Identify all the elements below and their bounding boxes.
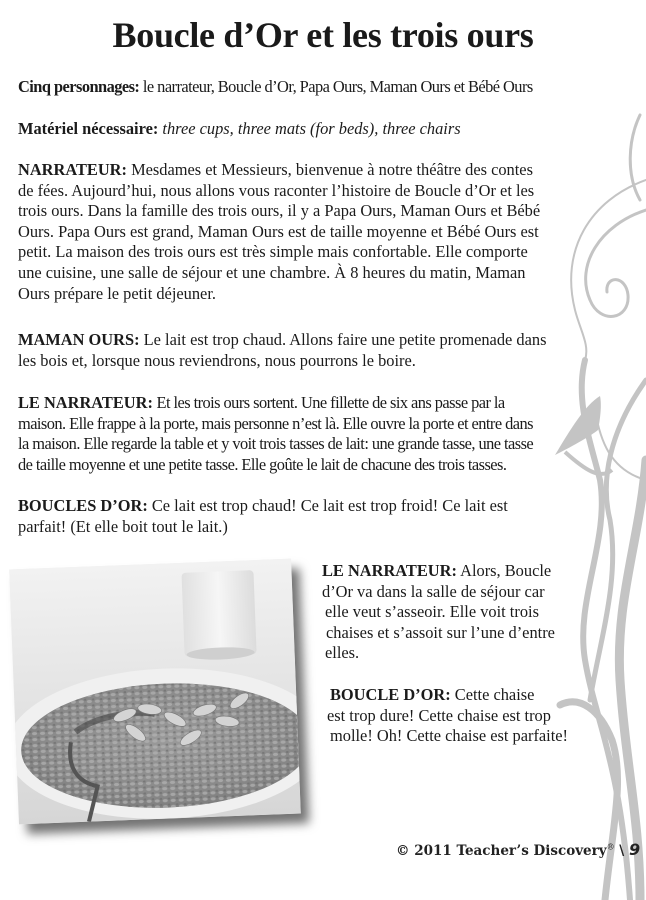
oatmeal-bowl-image — [9, 559, 301, 825]
dialogue-line: Cette chaise — [450, 685, 535, 704]
copyright-text: © 2011 Teacher’s Discovery — [396, 843, 607, 859]
dialogue-line: la maison. Elle regarde la table et y voit trois tasses de lait: une grande tasse, une tasse — [18, 434, 534, 454]
characters-line — [18, 77, 588, 98]
speaker-label: NARRATEUR: — [18, 160, 127, 179]
dialogue-line: les bois et, lorsque nous reviendrons, nous pourrons le boire. — [18, 350, 416, 370]
narrator-paragraph-2 — [18, 393, 588, 475]
dialogue-line: est trop dure! Cette chaise est trop — [327, 705, 551, 725]
dialogue-line: trois ours. Dans la famille des trois ours, il y a Papa Ours, Maman Ours et Bébé — [18, 201, 541, 221]
dialogue-line: Alors, Boucle — [456, 561, 552, 580]
dialogue-line: Le lait est trop chaud. Allons faire une petite promenade dans — [139, 330, 547, 349]
dialogue-line: parfait! (Et elle boit tout le lait.) — [18, 516, 228, 536]
speaker-label: MAMAN OURS: — [18, 330, 140, 349]
speaker-label: LE NARRATEUR: — [322, 561, 457, 580]
dialogue-line: Et les trois ours sortent. Une fillette de six ans passe par la — [152, 393, 505, 412]
registered-mark: ® — [606, 842, 615, 852]
boucles-dor-paragraph — [18, 496, 588, 537]
dialogue-line: de taille moyenne et une petite tasse. Elle goûte le lait de chacune des trois tasses. — [18, 454, 507, 474]
footer-separator: \ — [614, 843, 629, 859]
maman-ours-paragraph — [18, 330, 588, 371]
speaker-label: BOUCLE D’OR: — [330, 685, 451, 704]
speaker-label: LE NARRATEUR: — [18, 393, 153, 412]
dialogue-line: Ours prépare le petit déjeuner. — [18, 283, 216, 303]
dialogue-line: Ours. Papa Ours est grand, Maman Ours est de taille moyenne et Bébé Ours est — [18, 221, 539, 241]
dialogue-line: maison. Elle frappe à la porte, mais personne n’est là. Elle ouvre la porte et entre dans — [18, 413, 533, 433]
dialogue-line: elle veut s’asseoir. Elle voit trois — [325, 602, 539, 622]
narrator-intro-paragraph — [18, 160, 588, 304]
dialogue-line: Ce lait est trop chaud! Ce lait est trop froid! Ce lait est — [147, 496, 508, 515]
page-number: 9 — [628, 840, 641, 859]
characters-label: Cinq personnages: — [18, 77, 140, 96]
materials-text: three cups, three mats (for beds), three chairs — [158, 119, 461, 138]
dialogue-line: chaises et s’assoit sur l’une d’entre — [326, 622, 555, 642]
materials-label: Matériel nécessaire: — [18, 119, 159, 138]
dialogue-line: molle! Oh! Cette chaise est parfaite! — [330, 726, 569, 746]
dialogue-line: d’Or va dans la salle de séjour car — [322, 581, 545, 601]
dialogue-line: de fées. Aujourd’hui, nous allons vous raconter l’histoire de Boucle d’Or et les — [18, 180, 535, 200]
dialogue-line: Mesdames et Messieurs, bienvenue à notre théâtre des contes — [126, 160, 533, 179]
dialogue-line: elles. — [325, 643, 360, 663]
characters-text: le narrateur, Boucle d’Or, Papa Ours, Maman Ours et Bébé Ours — [139, 77, 533, 96]
page-title: Boucle d’Or et les trois ours — [112, 15, 534, 55]
narrator-paragraph-3 — [322, 561, 602, 664]
speaker-label: BOUCLES D’OR: — [18, 496, 148, 515]
dialogue-line: petit. La maison des trois ours est très simple mais confortable. Elle comporte — [18, 242, 528, 262]
materials-line — [18, 119, 588, 140]
oatmeal-photo — [9, 559, 301, 825]
dialogue-line: une cuisine, une salle de séjour et une chambre. À 8 heures du matin, Maman — [18, 262, 526, 282]
boucle-dor-paragraph — [327, 685, 617, 747]
page-footer — [396, 840, 640, 859]
